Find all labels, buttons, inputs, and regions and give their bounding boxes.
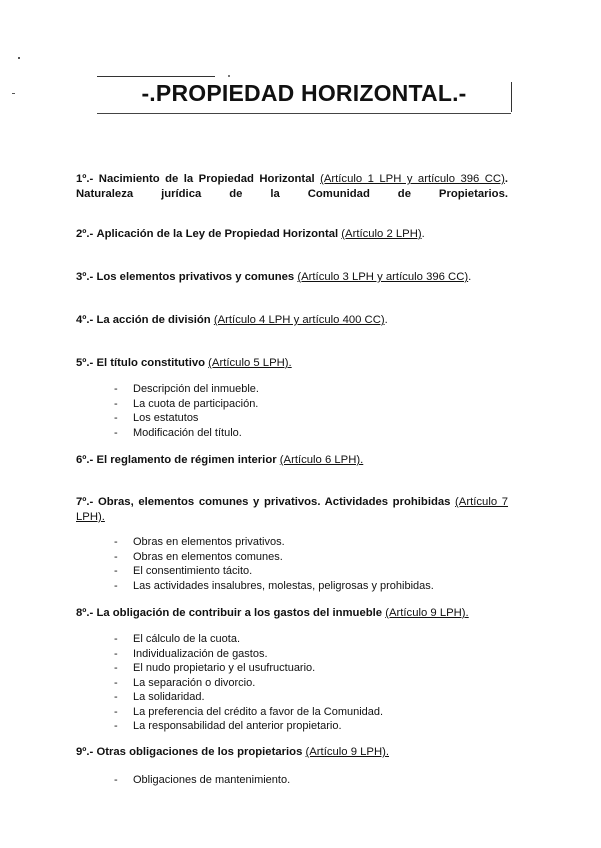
- title-rule-top: [97, 76, 215, 77]
- section-number: 1º.-: [76, 173, 94, 185]
- section-tail: .: [468, 271, 472, 283]
- section-reference: (Artículo 5 LPH).: [208, 357, 292, 369]
- list-item: - La separación o divorcio.: [114, 676, 514, 691]
- section-1: [76, 172, 508, 202]
- list-item: - Obras en elementos comunes.: [114, 550, 514, 565]
- section-heading: El reglamento de régimen interior: [96, 454, 277, 466]
- section-heading: Los elementos privativos y comunes: [96, 271, 295, 283]
- section-8: [76, 606, 508, 621]
- section-number: 8º.-: [76, 607, 94, 619]
- section-5-list: [114, 382, 514, 440]
- section-4: [76, 313, 508, 328]
- list-item: - La solidaridad.: [114, 690, 514, 705]
- list-item: - La preferencia del crédito a favor de la Comunidad.: [114, 705, 514, 720]
- section-9: [76, 745, 508, 760]
- title-rule-right: [511, 82, 512, 112]
- section-heading-continued: . Naturaleza jurídica de la Comunidad de Propietarios.: [76, 173, 508, 200]
- list-item: - Individualización de gastos.: [114, 647, 514, 662]
- section-heading: Obras, elementos comunes y privativos. Actividades prohibidas: [97, 496, 451, 508]
- list-item: - Obras en elementos privativos.: [114, 535, 514, 550]
- section-number: 9º.-: [76, 746, 94, 758]
- section-6: [76, 453, 508, 468]
- section-number: 2º.-: [76, 228, 94, 240]
- scan-dot: [18, 57, 20, 59]
- list-item: - Los estatutos: [114, 411, 514, 426]
- section-tail: .: [384, 314, 388, 326]
- section-heading: La acción de división: [96, 314, 211, 326]
- section-5: [76, 356, 508, 371]
- section-reference: (Artículo 6 LPH).: [279, 454, 364, 466]
- section-heading: El título constitutivo: [96, 357, 206, 369]
- section-reference: (Artículo 2 LPH): [341, 228, 422, 240]
- section-number: 4º.-: [76, 314, 94, 326]
- section-reference: (Artículo 9 LPH).: [305, 746, 389, 758]
- section-reference: (Artículo 1 LPH y artículo 396 CC): [320, 173, 505, 185]
- section-7: [76, 495, 508, 525]
- list-item: - El consentimiento tácito.: [114, 564, 514, 579]
- section-2: [76, 227, 508, 242]
- scan-dot: [12, 93, 15, 94]
- section-9-list: [114, 773, 514, 788]
- section-reference: (Artículo 9 LPH).: [385, 607, 469, 619]
- section-number: 5º.-: [76, 357, 94, 369]
- scan-dot: [228, 75, 230, 77]
- section-heading: Otras obligaciones de los propietarios: [96, 746, 303, 758]
- list-item: - Obligaciones de mantenimiento.: [114, 773, 514, 788]
- section-number: 6º.-: [76, 454, 94, 466]
- section-8-list: [114, 632, 514, 734]
- section-heading: Nacimiento de la Propiedad Horizontal: [98, 173, 315, 185]
- section-reference: (Artículo 4 LPH y artículo 400 CC): [213, 314, 385, 326]
- section-heading: Aplicación de la Ley de Propiedad Horizontal: [96, 228, 339, 240]
- section-number: 7º.-: [76, 496, 94, 508]
- list-item: - Las actividades insalubres, molestas, peligrosas y prohibidas.: [114, 579, 514, 594]
- list-item: - Modificación del título.: [114, 426, 514, 441]
- list-item: - La cuota de participación.: [114, 397, 514, 412]
- section-7-list: [114, 535, 514, 593]
- section-3: [76, 270, 508, 285]
- section-tail: .: [421, 228, 425, 240]
- section-number: 3º.-: [76, 271, 94, 283]
- list-item: - El nudo propietario y el usufructuario.: [114, 661, 514, 676]
- section-heading: La obligación de contribuir a los gastos del inmueble: [96, 607, 383, 619]
- list-item: - La responsabilidad del anterior propietario.: [114, 719, 514, 734]
- title-rule-bottom: [97, 113, 511, 114]
- list-item: - Descripción del inmueble.: [114, 382, 514, 397]
- section-reference: (Artículo 7 LPH).: [76, 496, 509, 523]
- section-reference: (Artículo 3 LPH y artículo 396 CC): [297, 271, 469, 283]
- list-item: - El cálculo de la cuota.: [114, 632, 514, 647]
- page-title: -.PROPIEDAD HORIZONTAL.-: [141, 80, 467, 106]
